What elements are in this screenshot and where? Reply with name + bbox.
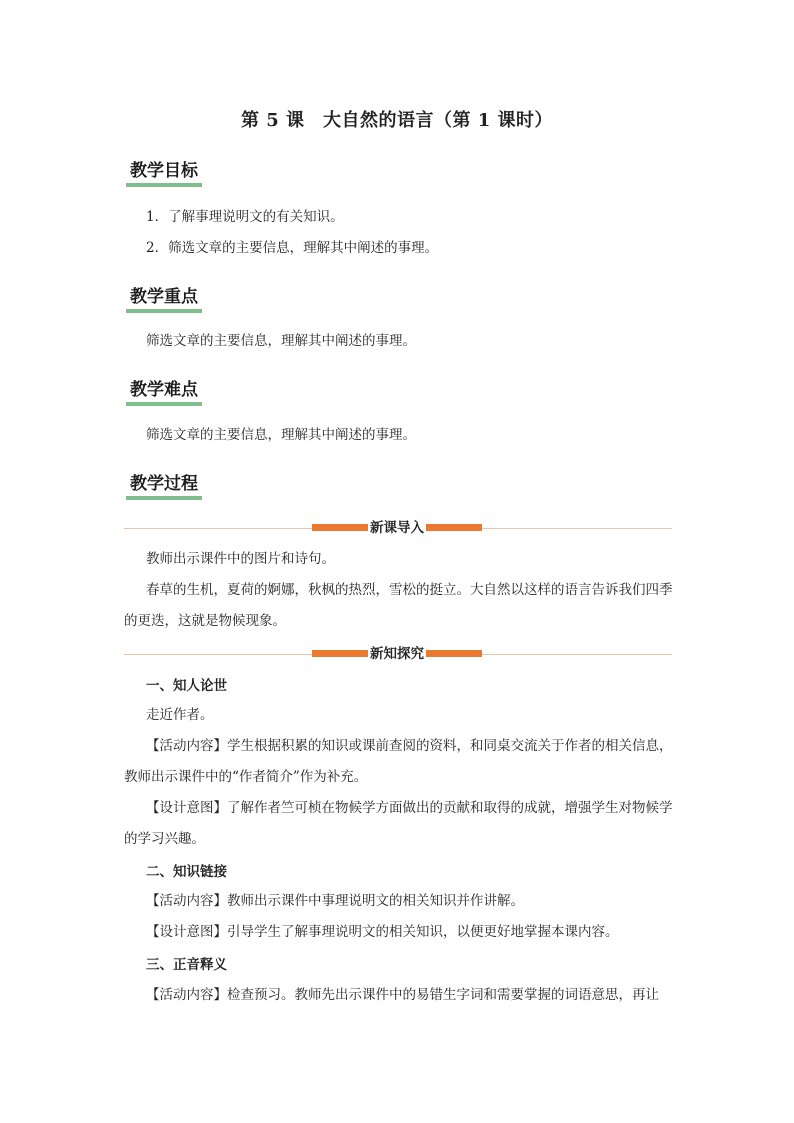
- lesson-title: 第 5 课 大自然的语言（第 1 课时）: [240, 110, 554, 131]
- s1-paragraph-2: 【活动内容】学生根据积累的知识或课前查阅的资料，和同桌交流关于作者的相关信息，教师出示课件中的“作者简介”作为补充。: [124, 738, 673, 785]
- objectives-heading: 教学目标: [126, 160, 202, 187]
- s3-paragraph-1: 【活动内容】检查预习。教师先出示课件中的易错生字词和需要掌握的词语意思，再让: [146, 987, 659, 1003]
- s2-paragraph-1: 【活动内容】教师出示课件中事理说明文的相关知识并作讲解。: [146, 893, 524, 909]
- divider-label: 新课导入: [370, 520, 424, 536]
- difficulties-text: 筛选文章的主要信息，理解其中阐述的事理。: [146, 427, 416, 443]
- divider-accent-left: [312, 650, 368, 657]
- divider-accent-left: [312, 524, 368, 531]
- section-divider-intro: [124, 518, 672, 538]
- key-points-text: 筛选文章的主要信息，理解其中阐述的事理。: [146, 333, 416, 349]
- s1-paragraph-1: 走近作者。: [146, 707, 214, 723]
- s2-paragraph-2: 【设计意图】引导学生了解事理说明文的相关知识，以便更好地掌握本课内容。: [146, 924, 619, 940]
- section-divider-explore: [124, 644, 672, 664]
- subsection-heading-2: 二、知识链接: [146, 864, 227, 880]
- s1-paragraph-3: 【设计意图】了解作者竺可桢在物候学方面做出的贡献和取得的成就，增强学生对物候学的学习兴趣。: [124, 800, 673, 847]
- process-heading: 教学过程: [126, 473, 202, 500]
- divider-label: 新知探究: [370, 646, 424, 662]
- key-points-heading: 教学重点: [126, 286, 202, 313]
- intro-paragraph-2: 春草的生机，夏荷的婀娜，秋枫的热烈，雪松的挺立。大自然以这样的语言告诉我们四季的更迭，这就是物候现象。: [124, 582, 673, 629]
- intro-paragraph-1: 教师出示课件中的图片和诗句。: [146, 551, 335, 567]
- difficulties-heading: 教学难点: [126, 379, 202, 406]
- divider-accent-right: [426, 650, 482, 657]
- subsection-heading-3: 三、正音释义: [146, 957, 227, 973]
- objective-item-2: 2．筛选文章的主要信息，理解其中阐述的事理。: [146, 240, 439, 256]
- divider-accent-right: [426, 524, 482, 531]
- objective-item-1: 1．了解事理说明文的有关知识。: [146, 209, 344, 225]
- subsection-heading-1: 一、知人论世: [146, 678, 227, 694]
